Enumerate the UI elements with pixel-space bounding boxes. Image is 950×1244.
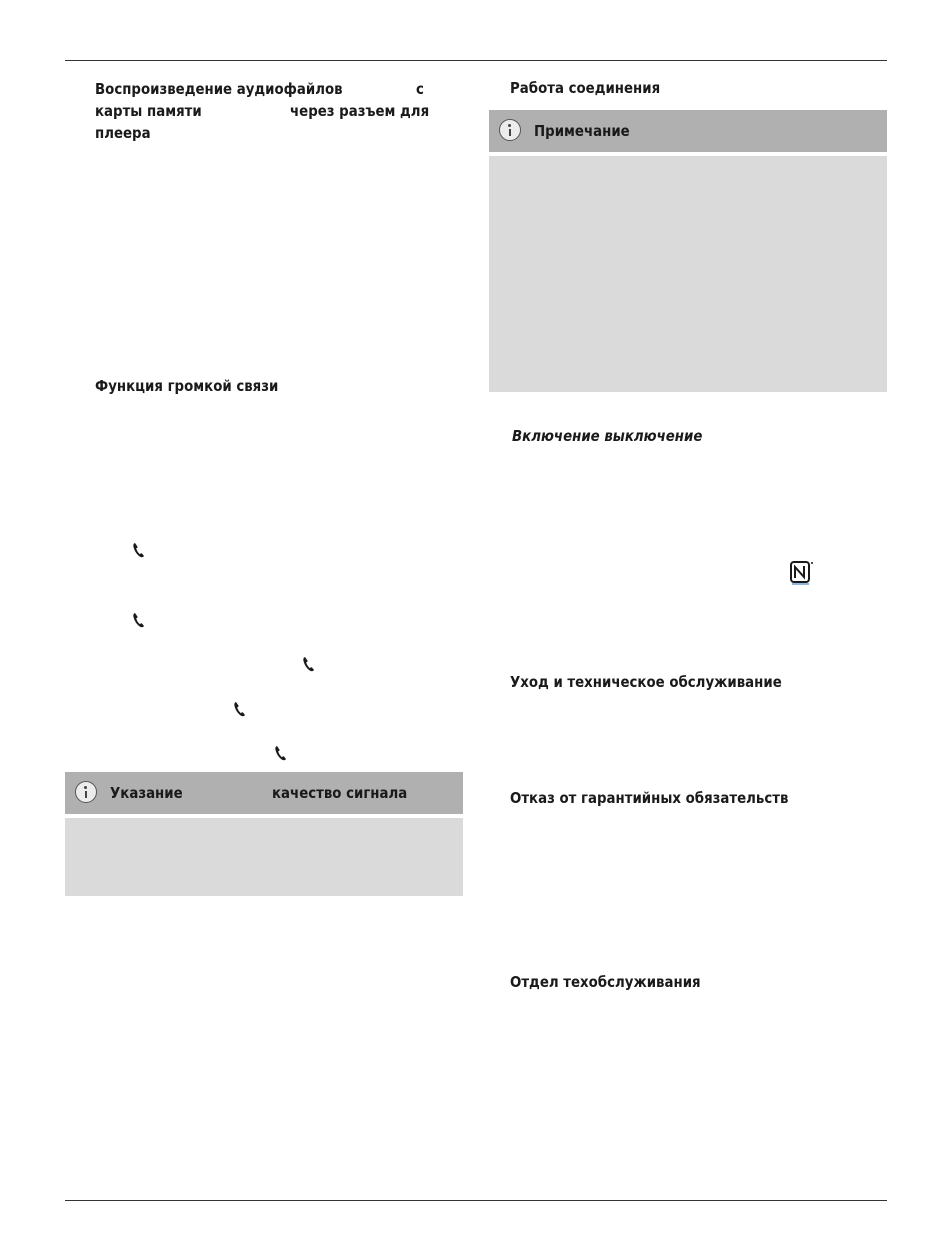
heading-care: Уход и техническое обслуживание (510, 673, 782, 691)
note-connection-header (489, 110, 887, 152)
top-rule (65, 60, 887, 61)
heading-playback-line2a: карты памяти (95, 102, 202, 120)
heading-playback-line2b: через разъем для (290, 102, 430, 120)
note-connection-body (489, 156, 887, 392)
phone-icon (132, 612, 145, 628)
heading-service: Отдел техобслуживания (510, 973, 701, 991)
nfc-icon (789, 560, 815, 586)
note-signal-body (65, 818, 463, 896)
info-icon (499, 119, 521, 141)
heading-connection: Работа соединения (510, 79, 661, 97)
heading-warranty: Отказ от гарантийных обязательств (510, 789, 789, 807)
phone-icon (233, 701, 246, 717)
heading-playback-line3: плеера (95, 124, 151, 142)
info-icon (75, 781, 97, 803)
heading-power: Включение выключение (512, 427, 703, 445)
bottom-rule (65, 1200, 887, 1201)
note-signal-title-b: качество сигнала (272, 784, 408, 802)
phone-icon (132, 542, 145, 558)
heading-playback-line1a: Воспроизведение аудиофайлов (95, 80, 343, 98)
note-signal-header (65, 772, 463, 814)
phone-icon (274, 745, 287, 761)
phone-icon (302, 656, 315, 672)
heading-handsfree: Функция громкой связи (95, 377, 279, 395)
note-connection-title: Примечание (534, 122, 630, 140)
note-signal-title-a: Указание (110, 784, 183, 802)
heading-playback-line1b: с (416, 80, 424, 98)
